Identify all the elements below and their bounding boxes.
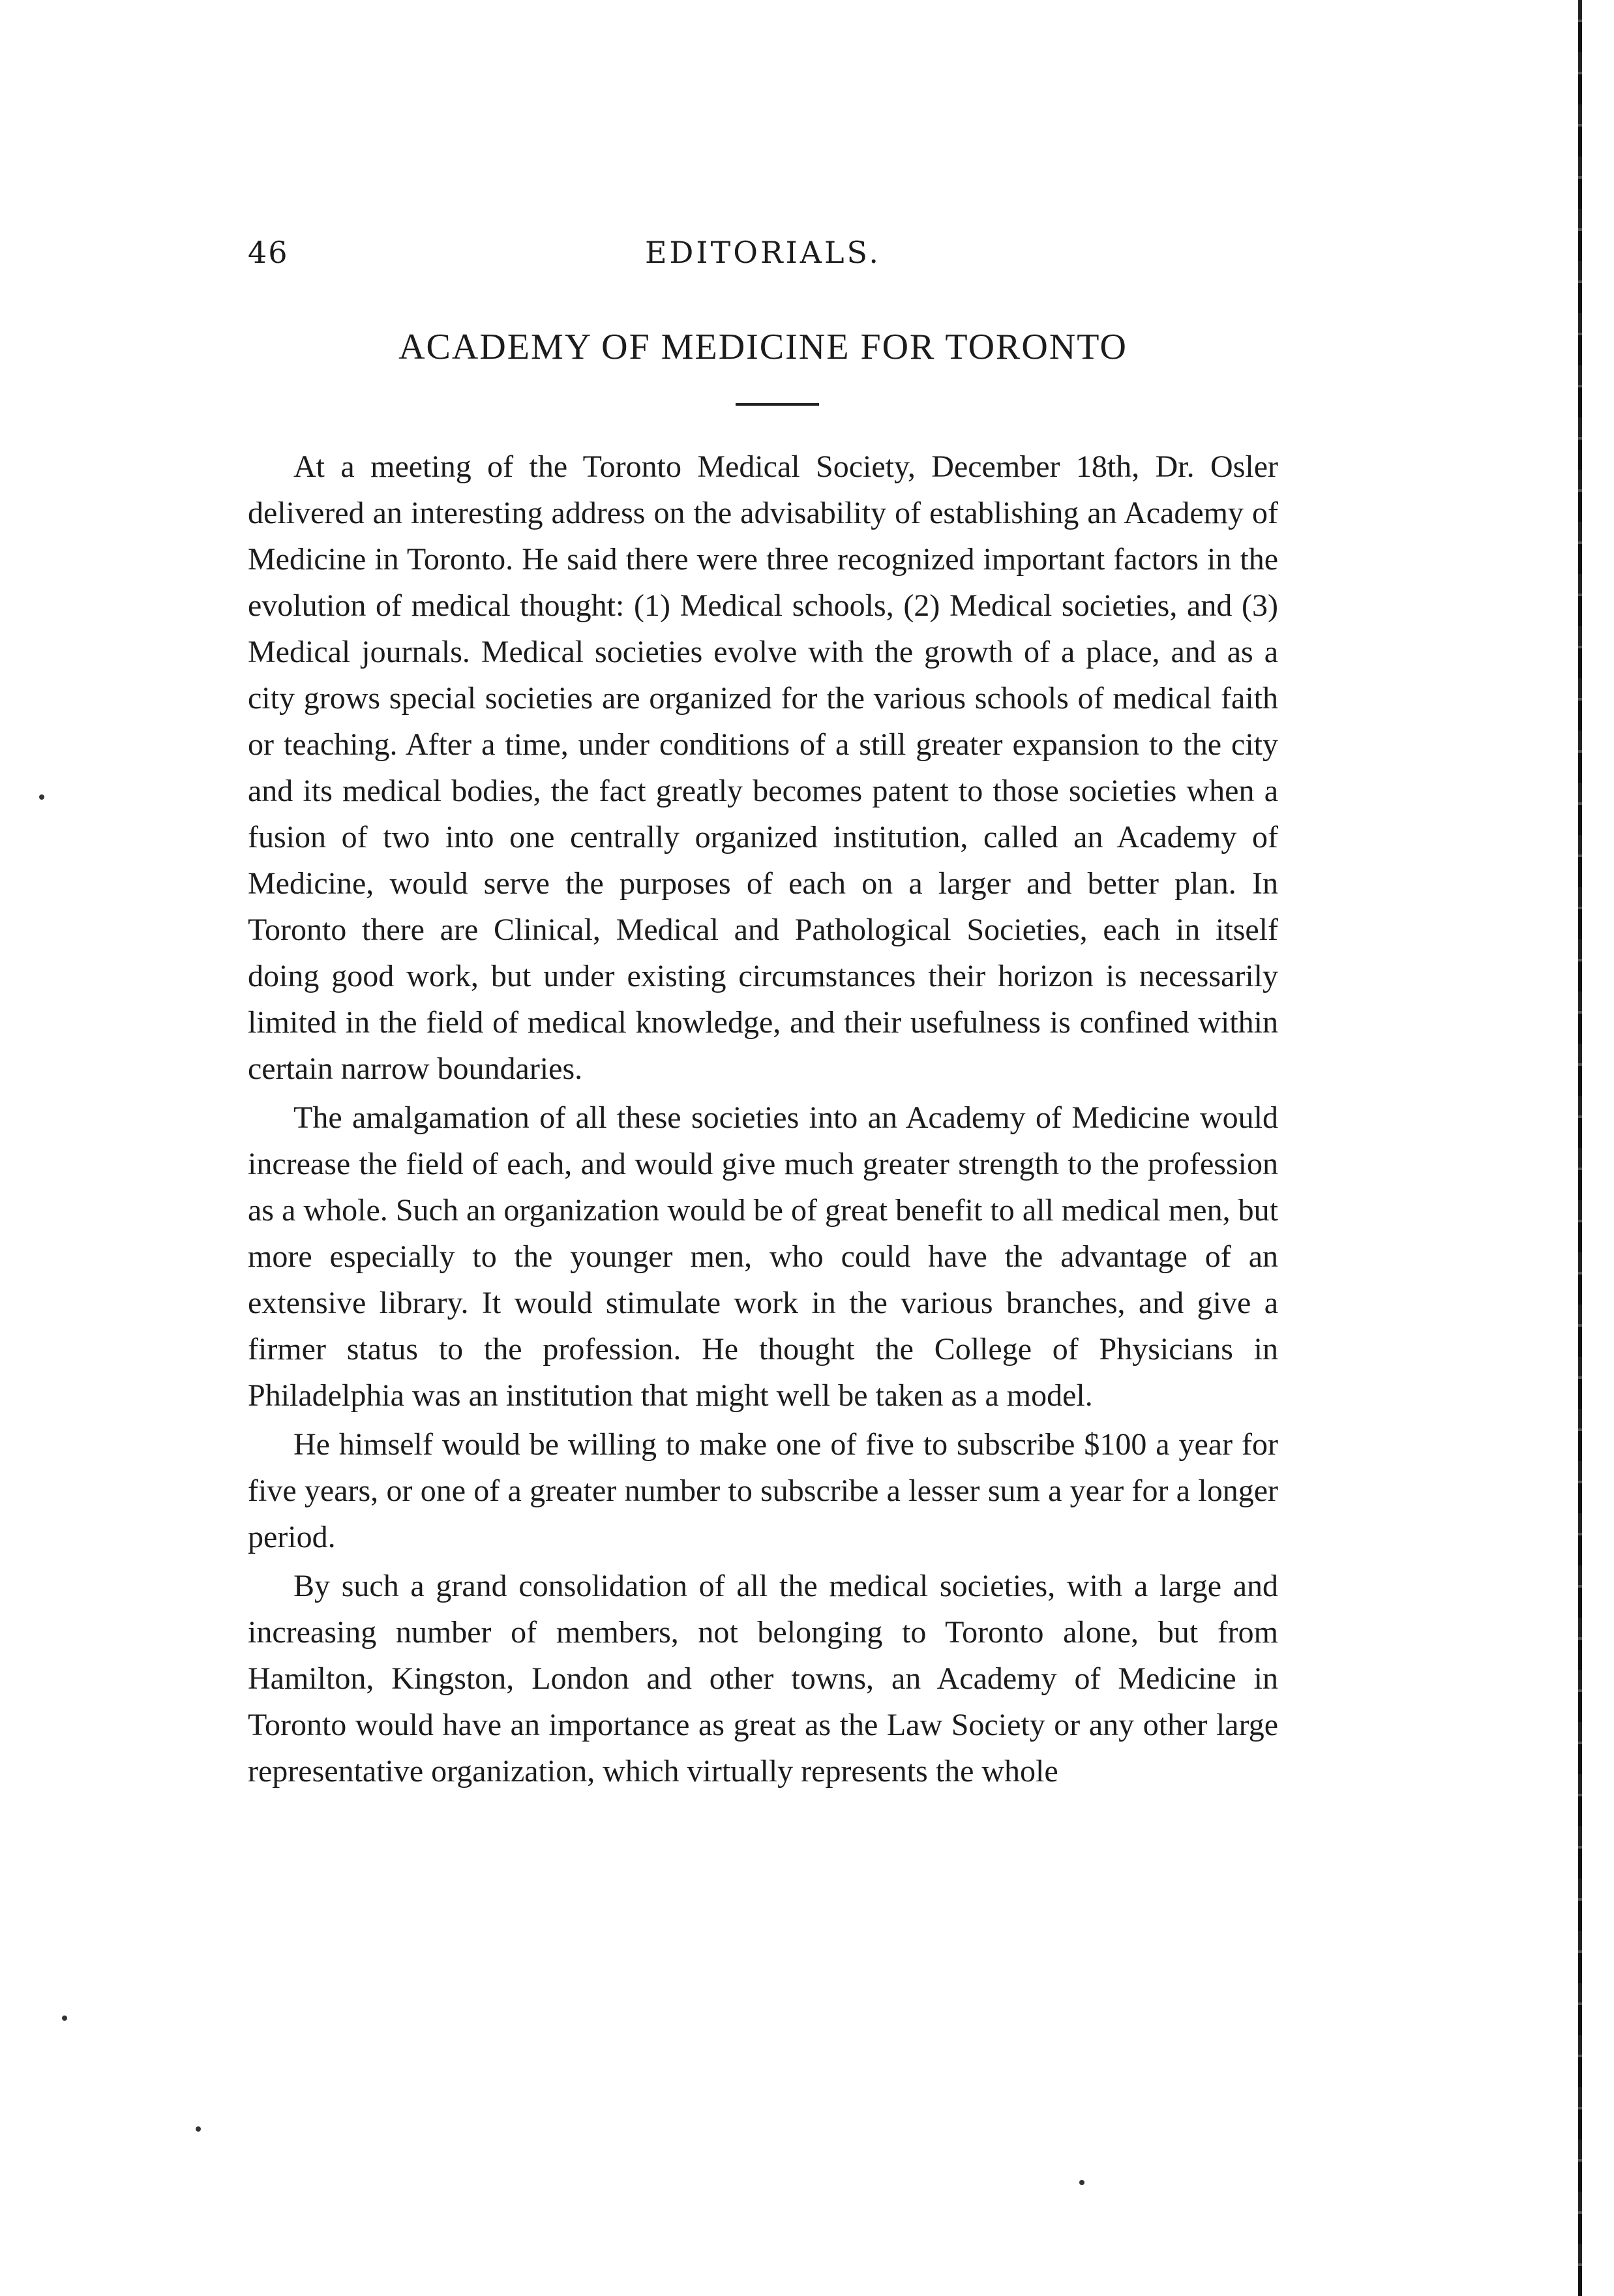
scan-speck [62,2016,67,2021]
title-divider [736,403,819,406]
scan-speck [1079,2180,1084,2185]
paragraph: The amalgamation of all these societies into an Academy of Medicine would increase the field of each, and would give much greater strength to the profession as a whole. Such an organization would be of great benefit to all medical men, but more especially to the younger men, who could have the advantage of an extensive library. It would stimulate work in the various branches, and give a firmer status to the profession. He thought the College of Physicians in Philadelphia was an institution that might well be taken as a model. [248,1100,1278,1413]
paragraph: By such a grand consolidation of all the medical societies, with a large and increasing number of members, not belonging to Toronto alone, but from Hamilton, Kingston, London and other towns, an Academy of Medicine in Toronto would have an importance as great as the Law Society or any other large representative organization, which virtually represents the whole [248,1569,1278,1789]
scan-edge-border [1578,0,1582,2296]
running-head: EDITORIALS. [644,235,882,270]
scan-speck [196,2126,201,2132]
scan-speck [39,794,44,800]
article-body [248,444,1278,1794]
paragraph: He himself would be willing to make one of five to subscribe $100 a year for five years, or one of a greater number to subscribe a lesser sum a year for a longer period. [248,1427,1278,1554]
page-number: 46 [248,235,289,270]
article-title: ACADEMY OF MEDICINE FOR TORONTO [398,327,1128,367]
page-header [248,235,1278,287]
paragraph: At a meeting of the Toronto Medical Society, December 18th, Dr. Osler delivered an interesting address on the advisability of establishing an Academy of Medicine in Toronto. He said there were three recognized important factors in the evolution of medical thought: (1) Medical schools, (2) Medical societies, and (3) Medical journals. Medical societies evolve with the growth of a place, and as a city grows special societies are organized for the various schools of medical faith or teaching. After a time, under conditions of a still greater expansion to the city and its medical bodies, the fact greatly becomes patent to those societies when a fusion of two into one centrally organized institution, called an Academy of Medicine, would serve the purposes of each on a larger and better plan. In Toronto there are Clinical, Medical and Pathological Societies, each in itself doing good work, but under existing circumstances their horizon is necessarily limited in the field of medical knowledge, and their usefulness is confined within certain narrow boundaries. [248,449,1278,1086]
